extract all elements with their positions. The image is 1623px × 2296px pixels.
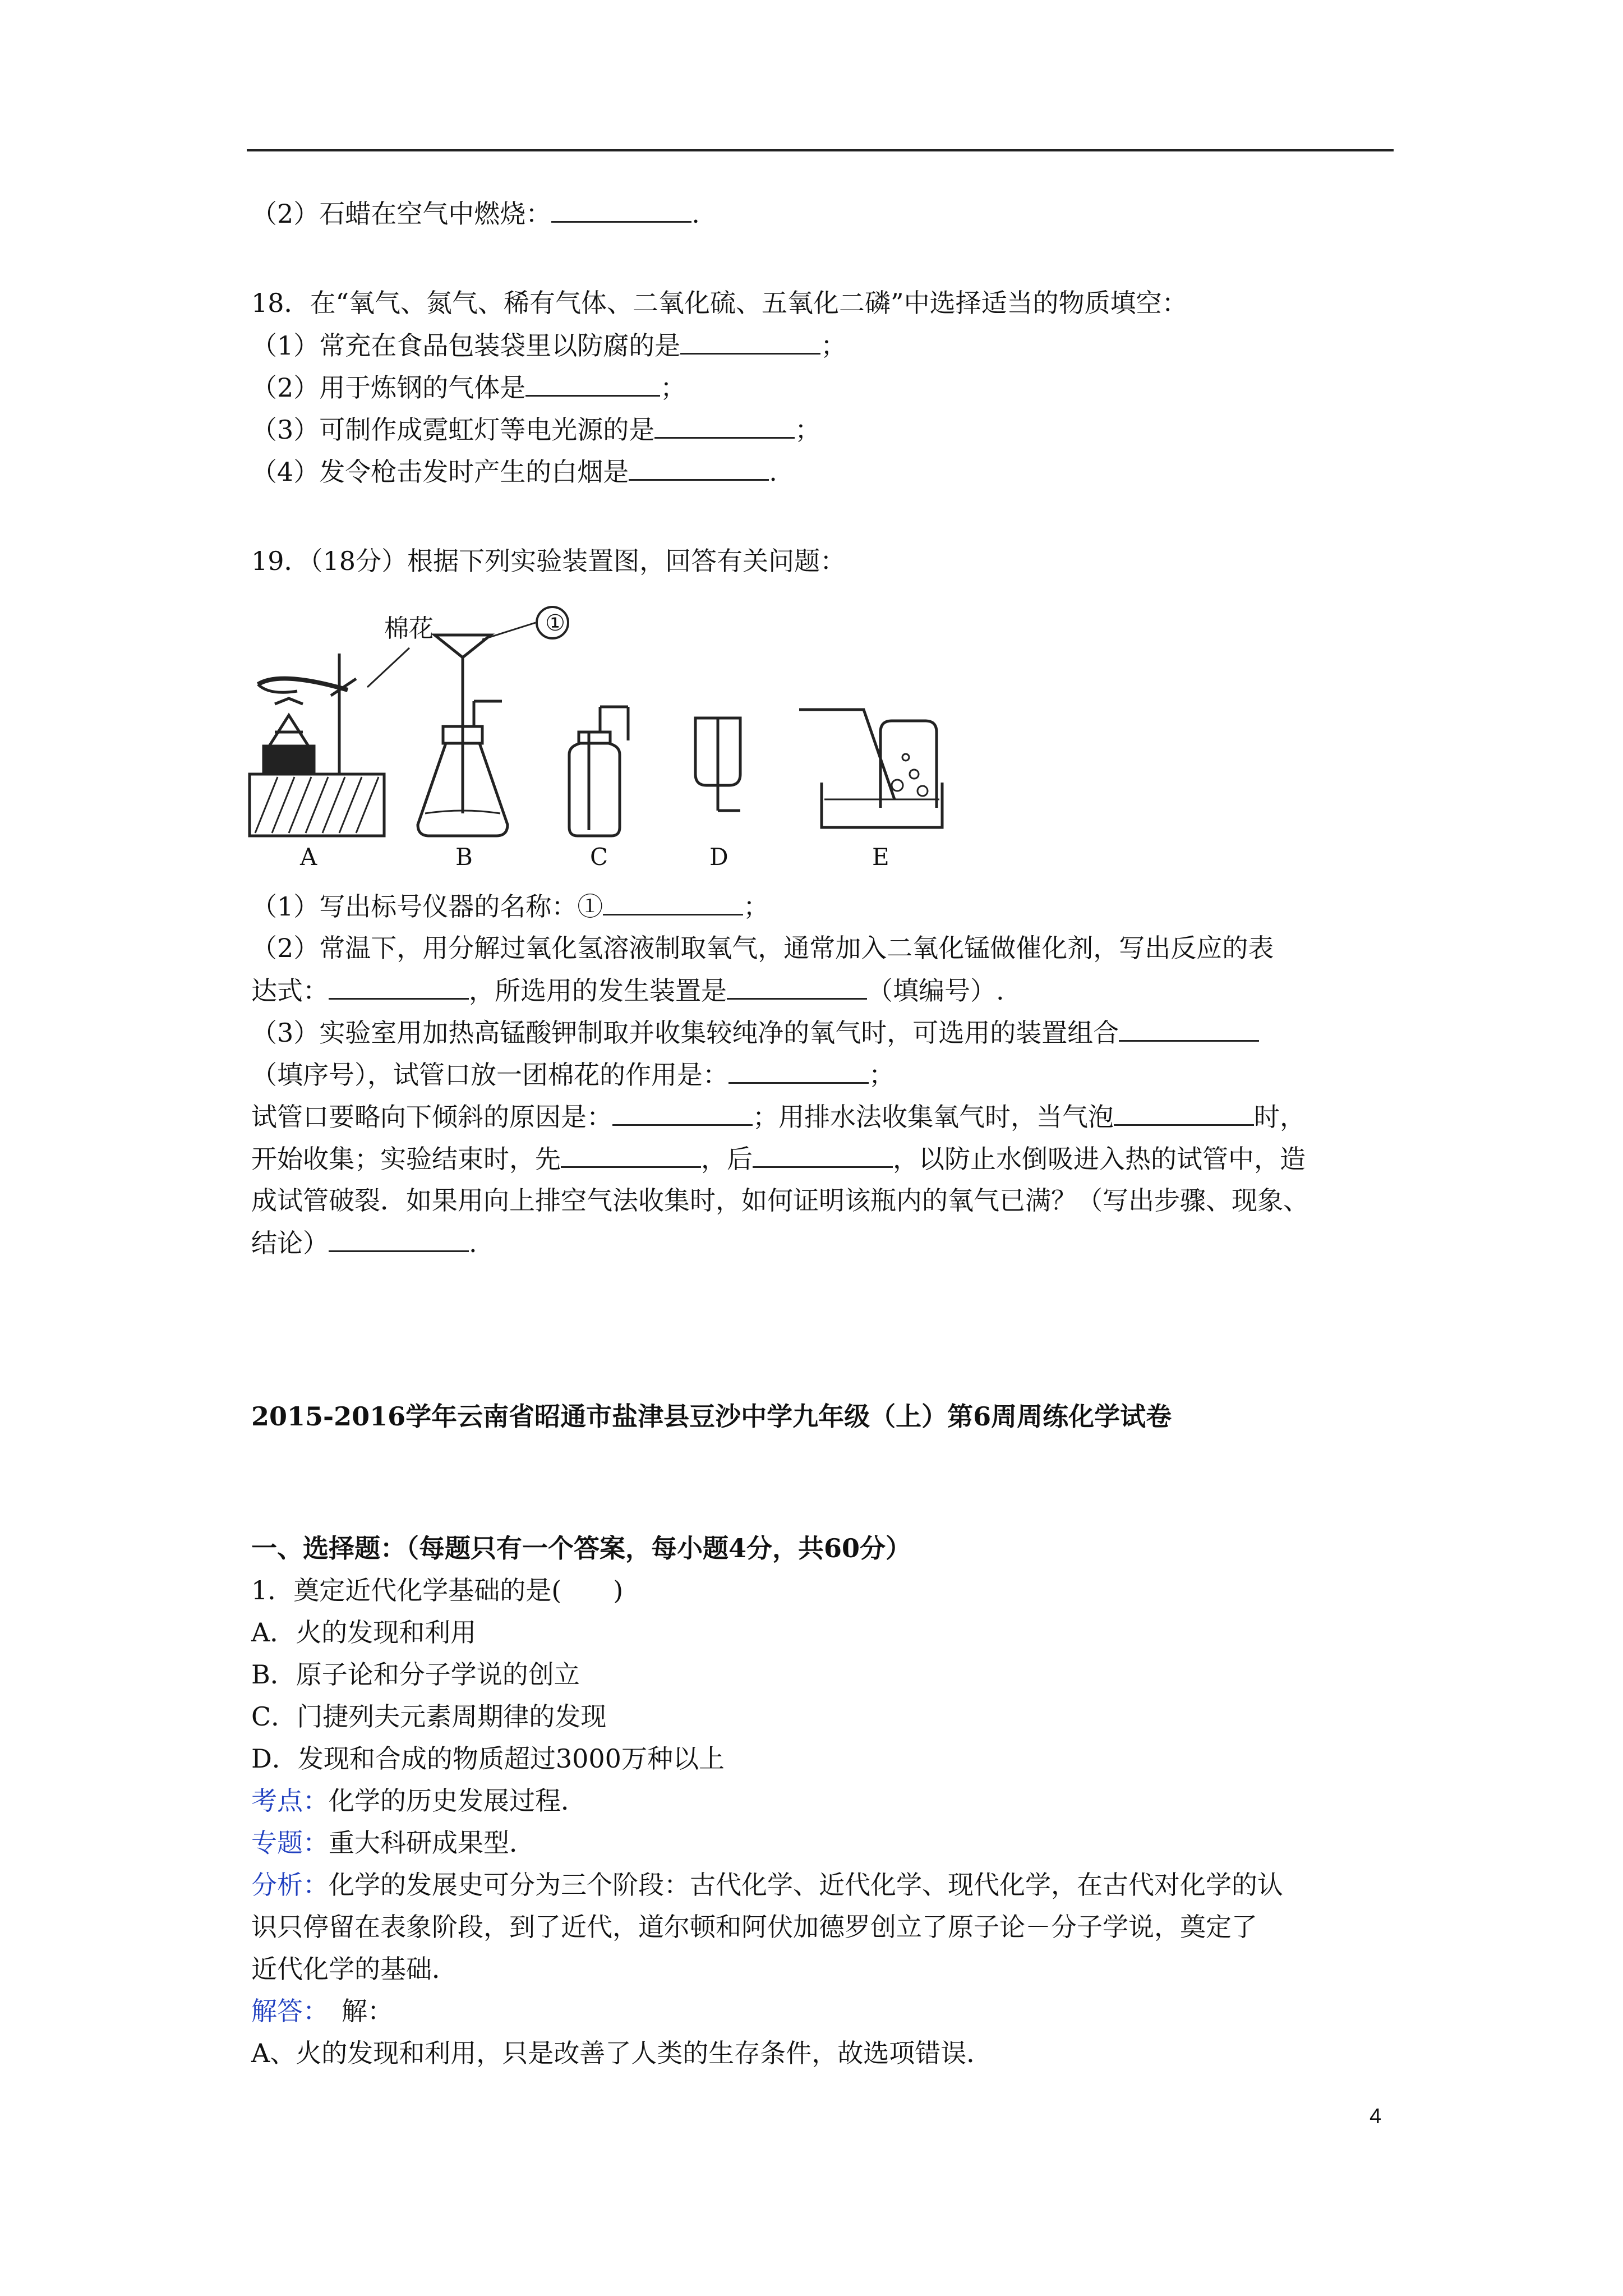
apparatus-e bbox=[799, 710, 942, 827]
answer-blank[interactable] bbox=[1119, 1015, 1259, 1042]
q1-option-b: B．原子论和分子学说的创立 bbox=[251, 1659, 580, 1690]
q1-stem: 1．奠定近代化学基础的是( ) bbox=[251, 1575, 624, 1605]
q19-part2-line2: 达式： ，所选用的发生装置是 （填编号）. bbox=[251, 973, 1004, 1007]
q1-fenxi-line2: 识只停留在表象阶段，到了近代，道尔顿和阿伏加德罗创立了原子论－分子学说，奠定了 bbox=[251, 1912, 1257, 1942]
apparatus-label-d: D bbox=[709, 843, 728, 871]
q18-item-3: （3）可制作成霓虹灯等电光源的是 ； bbox=[251, 412, 820, 447]
q18-item-4: （4）发令枪击发时产生的白烟是 . bbox=[251, 454, 777, 489]
header-rule bbox=[247, 149, 1394, 151]
cotton-label: 棉花 bbox=[384, 614, 434, 643]
lab-apparatus-figure bbox=[247, 606, 965, 875]
answer-blank[interactable] bbox=[525, 370, 660, 397]
apparatus-d bbox=[695, 718, 740, 811]
page-number: 4 bbox=[1370, 2105, 1382, 2128]
answer-blank[interactable] bbox=[629, 454, 769, 481]
q1-zhuanti: 专题：重大科研成果型． bbox=[251, 1828, 535, 1858]
apparatus-label-b: B bbox=[455, 843, 473, 871]
answer-blank[interactable] bbox=[603, 889, 743, 915]
q19-part3-line1: （3）实验室用加热高锰酸钾制取并收集较纯净的氧气时，可选用的装置组合 bbox=[251, 1015, 1259, 1050]
q18-stem: 18．在“氧气、氮气、稀有气体、二氧化硫、五氧化二磷”中选择适当的物质填空： bbox=[251, 288, 1188, 318]
q1-kaodian: 考点：化学的历史发展过程． bbox=[251, 1786, 587, 1816]
q17-part2: （2）石蜡在空气中燃烧： . bbox=[251, 196, 700, 231]
answer-blank[interactable] bbox=[329, 1226, 469, 1252]
exam-title: 2015-2016学年云南省昭通市盐津县豆沙中学九年级（上）第6周周练化学试卷 bbox=[251, 1401, 1172, 1432]
section1-title: 一、选择题：（每题只有一个答案，每小题4分，共60分） bbox=[251, 1533, 912, 1563]
answer-blank[interactable] bbox=[680, 328, 820, 355]
q19-part3-line5: 成试管破裂．如果用向上排空气法收集时，如何证明该瓶内的氧气已满？（写出步骤、现象、 bbox=[251, 1185, 1309, 1216]
q1-answer-a: A、火的发现和利用，只是改善了人类的生存条件，故选项错误． bbox=[251, 2038, 993, 2068]
apparatus-a bbox=[250, 648, 409, 836]
q1-option-c: C．门捷列夫元素周期律的发现 bbox=[251, 1701, 607, 1732]
apparatus-label-c: C bbox=[590, 843, 608, 871]
q1-fenxi-line3: 近代化学的基础． bbox=[251, 1954, 458, 1984]
apparatus-label-e: E bbox=[872, 843, 889, 871]
q1-fenxi-line1: 分析：化学的发展史可分为三个阶段：古代化学、近代化学、现代化学，在古代对化学的认 bbox=[251, 1870, 1283, 1900]
apparatus-b bbox=[418, 607, 568, 836]
q1-option-a: A．火的发现和利用 bbox=[251, 1617, 477, 1648]
q19-stem: 19．（18分）根据下列实验装置图，回答有关问题： bbox=[251, 546, 846, 576]
q19-part3-line3: 试管口要略向下倾斜的原因是： ；用排水法收集氧气时，当气泡 时， bbox=[251, 1099, 1306, 1134]
answer-blank[interactable] bbox=[753, 1142, 893, 1168]
marker-1-label: ① bbox=[545, 610, 565, 636]
q19-part3-line4: 开始收集；实验结束时，先 ，后 ，以防止水倒吸进入热的试管中，造 bbox=[251, 1142, 1306, 1176]
q1-option-d: D．发现和合成的物质超过3000万种以上 bbox=[251, 1743, 725, 1774]
answer-blank[interactable] bbox=[551, 196, 691, 223]
q18-item-1: （1）常充在食品包装袋里以防腐的是 ； bbox=[251, 328, 846, 362]
q19-part2-line1: （2）常温下，用分解过氧化氢溶液制取氧气，通常加入二氧化锰做催化剂，写出反应的表 bbox=[251, 933, 1274, 963]
apparatus-c bbox=[569, 707, 628, 836]
answer-blank[interactable] bbox=[727, 973, 867, 1000]
apparatus-label-a: A bbox=[300, 843, 317, 871]
q19-part3-line6: 结论） . bbox=[251, 1226, 477, 1260]
q19-part1: （1）写出标号仪器的名称：① ； bbox=[251, 889, 769, 923]
answer-blank[interactable] bbox=[612, 1099, 753, 1126]
q19-part3-line2: （填序号），试管口放一团棉花的作用是： ； bbox=[251, 1057, 895, 1092]
q18-item-2: （2）用于炼钢的气体是 ； bbox=[251, 370, 686, 404]
answer-blank[interactable] bbox=[654, 412, 795, 439]
answer-blank[interactable] bbox=[329, 973, 469, 1000]
answer-blank[interactable] bbox=[1114, 1099, 1254, 1126]
answer-blank[interactable] bbox=[561, 1142, 701, 1168]
answer-blank[interactable] bbox=[728, 1057, 869, 1084]
q1-jieda: 解答： 解： bbox=[251, 1996, 393, 2026]
